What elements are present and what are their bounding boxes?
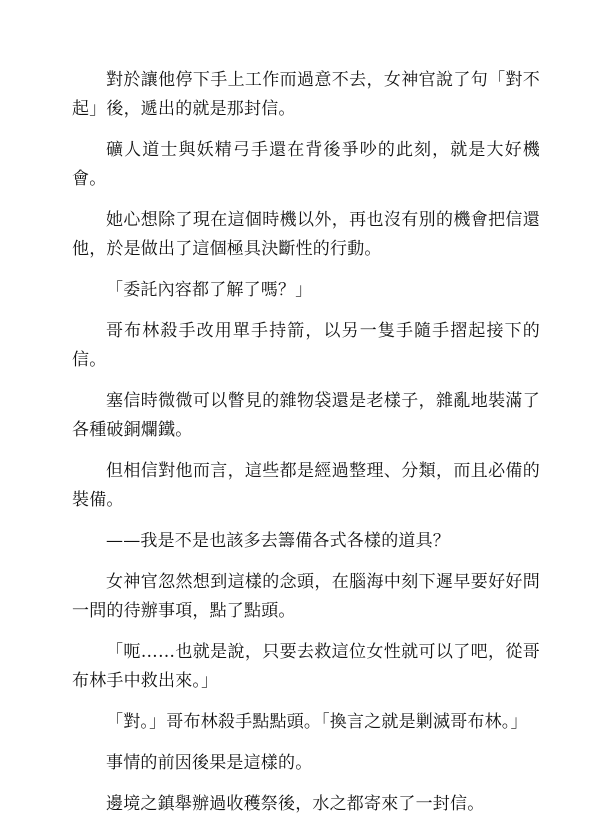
paragraph: 「對。」哥布林殺手點點頭。「換言之就是剿滅哥布林。」 xyxy=(106,712,528,732)
paragraph: 哥布林殺手改用單手持箭，以另一隻手隨手摺起接下的信。 xyxy=(72,321,540,370)
paragraph: 礦人道士與妖精弓手還在背後爭吵的此刻，就是大好機會。 xyxy=(72,140,540,189)
paragraph: ——我是不是也該多去籌備各式各樣的道具？ xyxy=(106,531,450,551)
paragraph: 對於讓他停下手上工作而過意不去，女神官說了句「對不起」後，遞出的就是那封信。 xyxy=(72,70,540,119)
paragraph: 邊境之鎮舉辦過收穫祭後，水之都寄來了一封信。 xyxy=(106,794,485,814)
paragraph: 女神官忽然想到這樣的念頭，在腦海中刻下遲早要好好問一問的待辦事項，點了點頭。 xyxy=(72,572,540,621)
body-text xyxy=(72,66,540,831)
paragraph: 塞信時微微可以瞥見的雜物袋還是老樣子，雜亂地裝滿了各種破銅爛鐵。 xyxy=(72,391,540,440)
paragraph: 「呃……也就是說，只要去救這位女性就可以了吧，從哥布林手中救出來。」 xyxy=(72,642,540,691)
paragraph: 「委託內容都了解了嗎？」 xyxy=(106,280,313,300)
paragraph: 但相信對他而言，這些都是經過整理、分類，而且必備的裝備。 xyxy=(72,461,540,510)
paragraph: 事情的前因後果是這樣的。 xyxy=(106,753,313,773)
paragraph: 她心想除了現在這個時機以外，再也沒有別的機會把信還他，於是做出了這個極具決斷性的行動。 xyxy=(72,210,540,259)
